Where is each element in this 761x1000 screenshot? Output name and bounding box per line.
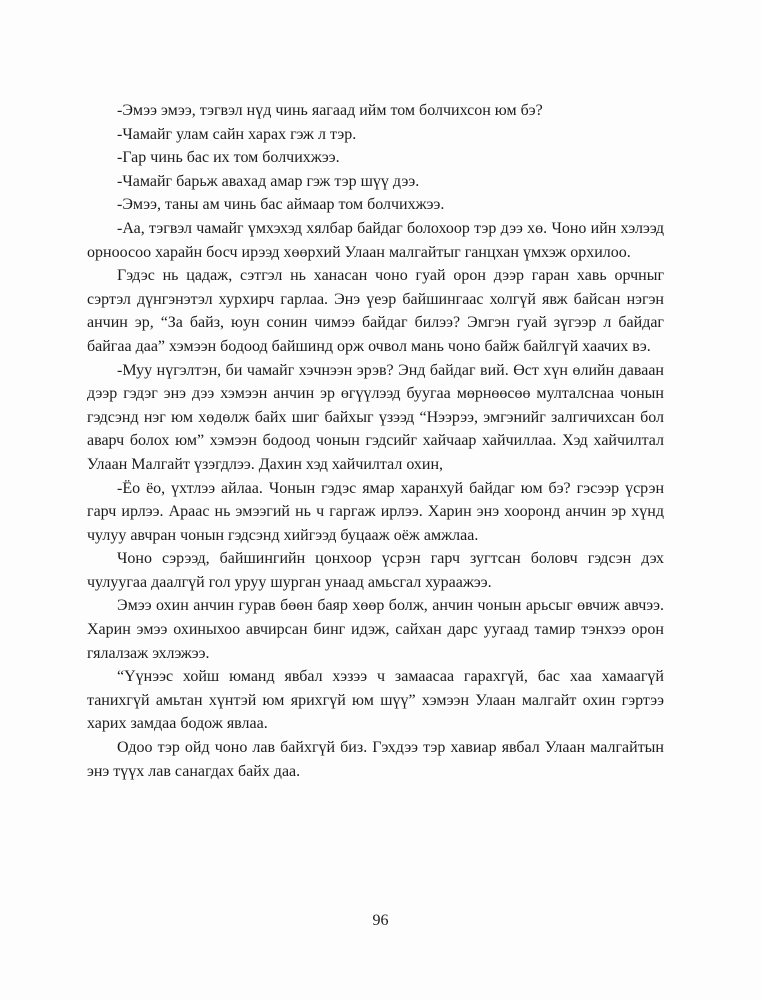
paragraph: -Гар чинь бас их том болчихжээ. — [117, 149, 340, 167]
paragraph: -Эмээ, таны ам чинь бас аймаар том болчихжээ. — [117, 196, 445, 214]
paragraph: Чоно сэрээд, байшингийн цонхоор үсрэн гарч зугтсан боловч гэдсэн дэх чулуугаа даалгүй гол уруу шурган унаад амьсгал хураажээ. — [87, 550, 664, 591]
paragraph: -Чамайг барьж авахад амар гэж тэр шүү дээ. — [117, 172, 420, 190]
paragraph: Гэдэс нь цадаж, сэтгэл нь ханасан чоно гуай орон дээр гаран хавь орчныг сэртэл дүнгэнэтэл хурхирч гарлаа. Энэ үеэр байшингаас холгүй явж байсан нэгэн анчин эр, “За байз, юун сонин чимээ байдаг билээ? Эмгэн гуай зүгээр л байдаг байгаа даа” хэмээн бодоод байшинд орж очвол мань чоно байж байлгүй хаачих вэ. — [87, 267, 664, 355]
paragraph: -Чамайг улам сайн харах гэж л тэр. — [117, 125, 357, 143]
paragraph: -Эмээ эмээ, тэгвэл нүд чинь яагаад ийм том болчихсон юм бэ? — [117, 102, 543, 119]
story-text — [87, 99, 664, 783]
paragraph: -Аа, тэгвэл чамайг үмхэхэд хялбар байдаг болохоор тэр дээ хө. Чоно ийн хэлээд орноосоо харайн босч ирээд хөөрхий Улаан малгайтыг ганцхан үмхэж орхилоо. — [87, 219, 664, 261]
paragraph: Одоо тэр ойд чоно лав байхгүй биз. Гэхдээ тэр хавиар явбал Улаан малгайтын энэ түүх лав санагдах байх даа. — [87, 739, 664, 780]
paragraph: -Ёо ёо, үхтлээ айлаа. Чонын гэдэс ямар харанхуй байдаг юм бэ? гэсээр үсрэн гарч ирлээ. Араас нь эмээгий нь ч гаргаж ирлээ. Харин энэ хооронд анчин эр хүнд чулуу авчран чонын гэдсэнд хийгээд буцааж оёж амжлаа. — [87, 479, 664, 544]
paragraph: “Үүнээс хойш юманд явбал хэзээ ч замаасаа гарахгүй, бас хаа хамаагүй танихгүй амьтан хүнтэй юм ярихгүй юм шүү” хэмээн Улаан малгайт охин гэртээ харих замдаа бодож явлаа. — [87, 668, 664, 733]
paragraph: Эмээ охин анчин гурав бөөн баяр хөөр болж, анчин чонын арьсыг өвчиж авчээ. Харин эмээ охиныхоо авчирсан бинг идэж, сайхан дарс уугаад тамир тэнхээ орон гялалзаж эхлэжээ. — [87, 597, 664, 662]
paragraph: -Муу нүгэлтэн, би чамайг хэчнээн эрэв? Энд байдаг вий. Өст хүн өлийн даваан дээр гэдэг энэ дээ хэмээн анчин эр өгүүлээд буугаа мөрнөөсөө мулталснаа чонын гэдсэнд нэг юм хөдөлж байх шиг байхыг үзээд “Нээрээ, эмгэнийг залгичихсан бол аварч болох юм” хэмээн бодоод чонын гэдсийг хайчаар хайчиллаа. Хэд хайчилтал Улаан Малгайт үзэгдлээ. Дахин хэд хайчилтал охин, — [87, 361, 664, 473]
page-number: 96 — [372, 912, 389, 929]
